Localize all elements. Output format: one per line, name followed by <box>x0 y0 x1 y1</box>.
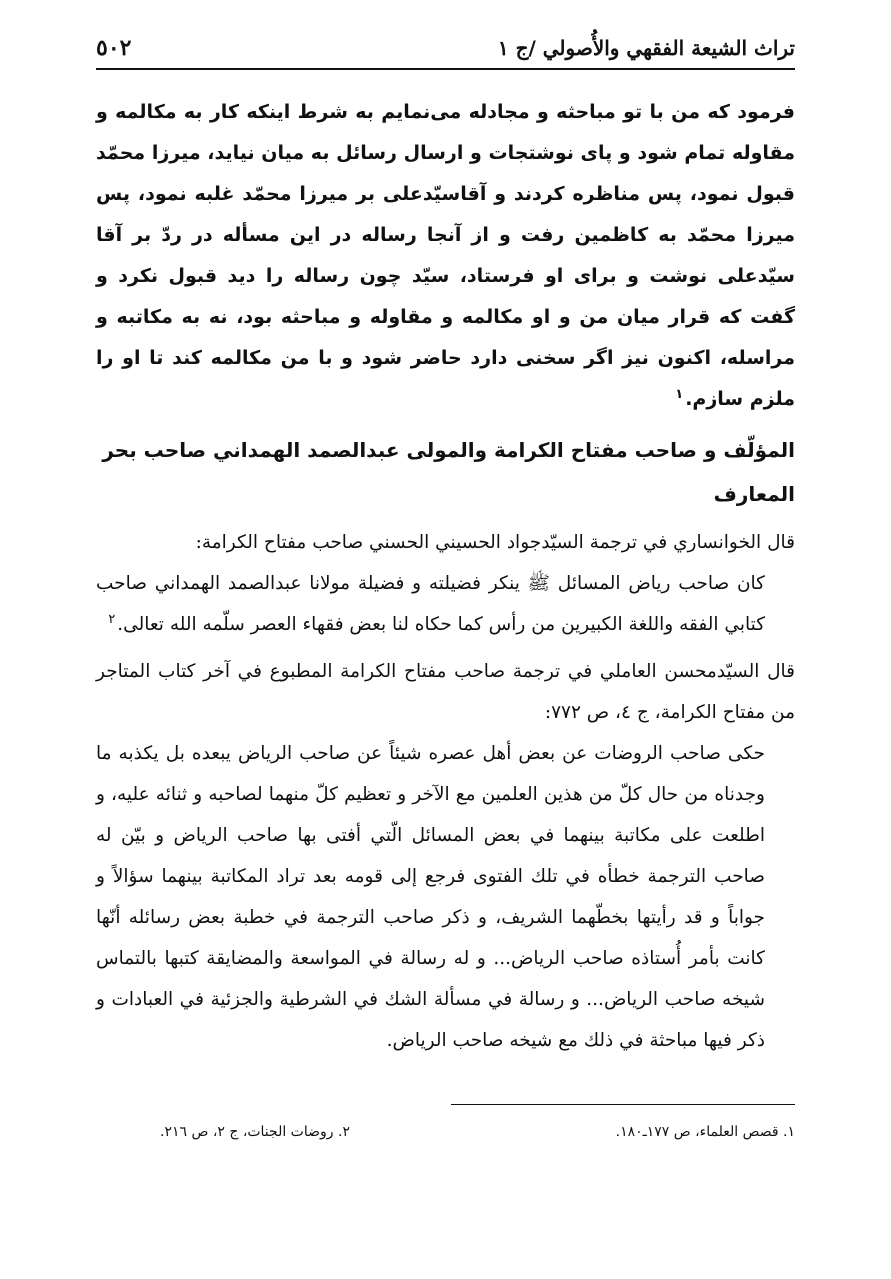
khwansari-quote-text: كان صاحب رياض المسائل ﷺ ينكر فضيلته و فضيلة مولانا عبدالصمد الهمداني صاحب كتابي الفقه واللغة الكبيرين من رأس كما حكاه لنا بعض فقهاء العصر سلّمه الله تعالى. <box>96 573 765 635</box>
footnote-1: ١. قصص العلماء، ص ١٧٧ـ١٨٠. <box>615 1124 795 1140</box>
page-body <box>96 92 795 1061</box>
persian-paragraph <box>96 92 795 420</box>
footnote-ref-2[interactable]: ٢ <box>108 611 116 627</box>
page-number: ٥٠٢ <box>96 35 132 61</box>
footnote-2: ٢. روضات الجنات، ج ٢، ص ٢١٦. <box>160 1124 350 1140</box>
page-header <box>96 28 795 70</box>
footnote-ref-1[interactable]: ١ <box>675 386 684 402</box>
footnotes <box>160 1124 795 1140</box>
amili-intro: قال السيّدمحسن العاملي في ترجمة صاحب مفتاح الكرامة المطبوع في آخر كتاب المتاجر من مفتاح الكرامة، ج ٤، ص ٧٧٢: <box>96 661 795 723</box>
persian-text <box>96 92 795 420</box>
khwansari-intro: قال الخوانساري في ترجمة السيّدجواد الحسيني الحسني صاحب مفتاح الكرامة: <box>195 532 795 553</box>
running-title: تراث الشيعة الفقهي والأُصولي /ج ١ <box>497 36 795 60</box>
persian-text-content: فرمود که من با تو مباحثه و مجادله می‌نمایم به شرط اینکه کار به مکالمه و مقاوله تمام شود و پای نوشتجات و ارسال رسائل به میان نیاید، میرزا محمّد قبول نمود، پس مناظره کردند و آقاسیّدعلی بر میرزا محمّد غلبه نمود، پس میرزا محمّد به کاظمین رفت و از آنجا رساله در این مسأله در ردّ بر آقا سیّدعلی نوشت و برای او فرستاد، سیّد چون رساله را دید قبول نکرد و گفت که قرار میان من و او مکالمه و مقاوله و مباحثه بود، نه به مکاتبه و مراسله، اکنون نیز اگر سخنی دارد حاضر شود و با من مکالمه کند تا او را ملزم سازم. <box>96 101 795 410</box>
amili-block <box>96 651 795 1061</box>
footnote-divider <box>451 1104 795 1105</box>
section-title: المؤلّف و صاحب مفتاح الكرامة والمولى عبدالصمد الهمداني صاحب بحر المعارف <box>102 438 795 506</box>
khwansari-block <box>96 522 795 645</box>
khwansari-quote <box>96 563 795 645</box>
amili-quote: حكى صاحب الروضات عن بعض أهل عصره شيئاً عن صاحب الرياض يبعده بل يكذبه ما وجدناه من حال كلّ من هذين العلمين مع الآخر و تعظيم كلّ منهما لصاحبه و ثنائه عليه، و اطلعت على مكاتبة بينهما في بعض المسائل الّتي أفتى بها صاحب الرياض و بيّن له صاحب الترجمة خطأه في تلك الفتوى فرجع إلى قومه بعد تراد المكاتبة بينهما سؤالاً و جواباً و قد رأيتها بخطّهما الشريف، و ذكر صاحب الترجمة في خطبة بعض رسائله أنّها كانت بأمر أُستاذه صاحب الرياض... و له رسالة في المواسعة والمضايقة كتبها بالتماس شيخه صاحب الرياض... و رسالة في مسألة الشك في الشرطية والجزئية في العبادات و ذكر فيها مباحثة في ذلك مع شيخه صاحب الرياض. <box>96 743 765 1051</box>
